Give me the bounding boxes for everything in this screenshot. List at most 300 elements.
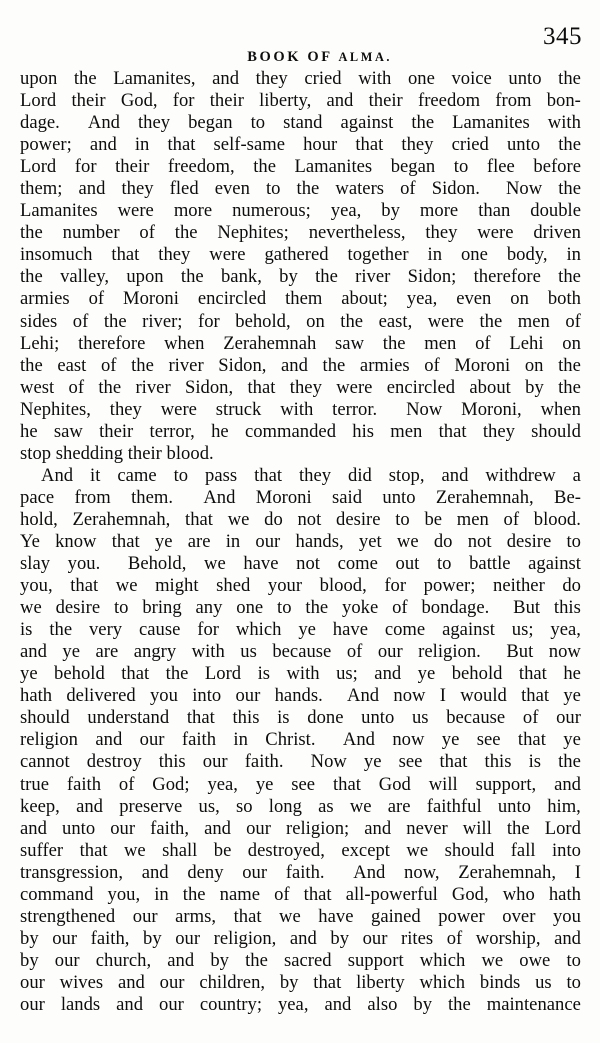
word: Lamanites	[452, 112, 530, 134]
word: religion.	[418, 641, 481, 663]
text-line	[20, 884, 581, 906]
word: a	[572, 464, 581, 486]
word: our	[377, 641, 403, 663]
word: faith,	[150, 817, 189, 839]
word: Zerahemnah,	[458, 861, 557, 883]
word: that	[186, 707, 215, 729]
word: in	[154, 883, 169, 905]
word: the	[447, 993, 471, 1015]
word: power;	[20, 134, 72, 156]
word: shed	[216, 575, 251, 597]
word: insomuch	[20, 244, 93, 266]
word: you,	[20, 575, 53, 597]
word: our	[54, 949, 80, 971]
word: came	[117, 464, 157, 486]
word: not	[296, 553, 320, 575]
word: bring	[142, 597, 182, 619]
word: we	[349, 795, 372, 817]
word: upon	[20, 68, 58, 89]
word: our	[235, 685, 261, 707]
word: and	[141, 861, 169, 883]
word: battle	[469, 553, 511, 575]
word: is	[257, 663, 271, 685]
word: one	[460, 244, 488, 266]
word: religion;	[286, 817, 350, 839]
word: our	[20, 993, 45, 1015]
word: as	[318, 795, 334, 817]
text-line	[20, 707, 581, 729]
word: of	[503, 508, 520, 530]
word: Lamanites,	[113, 68, 196, 89]
word: for	[197, 619, 220, 641]
word: even	[214, 178, 250, 200]
word: done	[307, 707, 344, 729]
word: And	[41, 464, 74, 486]
word: do	[562, 575, 581, 597]
word: driven	[533, 222, 581, 244]
word: cannot	[20, 751, 70, 773]
word: our	[242, 861, 268, 883]
word: And	[342, 729, 375, 751]
word: worship,	[475, 927, 541, 949]
word: you	[149, 685, 178, 707]
word: hour	[303, 134, 338, 156]
word: the	[165, 663, 189, 685]
word: that	[233, 905, 262, 927]
word: that	[121, 663, 150, 685]
word: I	[574, 861, 581, 883]
word: commanded	[244, 420, 337, 442]
word: our	[139, 729, 165, 751]
word: is	[20, 619, 33, 641]
word: we	[204, 553, 226, 575]
word: freedom	[417, 90, 481, 112]
word: valley,	[60, 266, 110, 288]
word: arms,	[175, 905, 217, 927]
word: should	[444, 839, 495, 861]
word: And	[203, 486, 236, 508]
word: hath	[20, 685, 53, 707]
word: and	[326, 90, 354, 112]
word: pace	[20, 486, 55, 508]
word: But	[513, 597, 541, 619]
word: our	[255, 530, 281, 552]
word: faith	[181, 729, 217, 751]
word: the	[253, 156, 276, 178]
word: and	[89, 134, 117, 156]
word: unto	[508, 68, 542, 89]
word: and	[116, 993, 144, 1015]
word: double	[530, 200, 581, 222]
running-head	[20, 23, 582, 65]
word: angry	[133, 641, 177, 663]
word: he	[211, 420, 229, 442]
word: and	[554, 773, 581, 795]
word: to	[277, 597, 292, 619]
word: by	[20, 927, 39, 949]
word: you	[552, 905, 581, 927]
word: for	[172, 90, 195, 112]
word: together	[347, 244, 409, 266]
word: transgression,	[20, 861, 124, 883]
word: voice	[451, 68, 492, 89]
word: behold	[451, 663, 503, 685]
word: power;	[423, 575, 476, 597]
word: the	[174, 222, 198, 244]
word: sacred	[283, 949, 332, 971]
word: keep,	[20, 795, 60, 817]
word: fled	[169, 178, 199, 200]
word: stop,	[388, 464, 425, 486]
word: of	[72, 310, 89, 332]
word: to	[453, 156, 469, 178]
word: not	[297, 508, 322, 530]
page-number: 345	[543, 23, 582, 50]
text-line	[20, 729, 581, 751]
word: and	[324, 993, 352, 1015]
word: and	[364, 817, 392, 839]
word: when	[164, 332, 205, 354]
word: true	[20, 773, 49, 795]
word: church,	[95, 949, 152, 971]
word: river;	[142, 310, 183, 332]
word: to	[566, 949, 581, 971]
word: with	[547, 112, 581, 134]
word: cried	[451, 134, 489, 156]
word: faith.	[285, 861, 325, 883]
text-line	[20, 619, 581, 641]
word: encircled	[386, 376, 456, 398]
word: destroy	[86, 751, 142, 773]
word: the	[131, 354, 154, 376]
word: and	[117, 971, 145, 993]
word: flee	[486, 156, 515, 178]
word: and	[167, 949, 195, 971]
word: liberty,	[259, 90, 312, 112]
text-line	[20, 487, 581, 509]
word: the	[20, 222, 43, 244]
word: who	[502, 883, 535, 905]
word: the	[340, 310, 364, 332]
word: the	[382, 332, 406, 354]
word: that	[517, 729, 546, 751]
word: before	[533, 156, 581, 178]
word: us;	[336, 663, 358, 685]
word: east,	[378, 310, 413, 332]
word: neither	[493, 575, 545, 597]
word: Ye	[20, 530, 40, 552]
word: ye	[363, 751, 382, 773]
word: Moroni	[255, 486, 312, 508]
word: we	[123, 839, 146, 861]
word: on	[510, 288, 529, 310]
word: that	[439, 751, 468, 773]
word: their	[99, 420, 134, 442]
word: upon	[126, 266, 164, 288]
word: power	[438, 905, 485, 927]
text-line	[20, 333, 581, 355]
word: our	[52, 927, 78, 949]
word: and	[95, 729, 123, 751]
word: the	[558, 376, 581, 398]
word: ye	[563, 729, 581, 751]
word: cried	[304, 68, 342, 89]
text-line	[20, 906, 581, 928]
word: the	[20, 266, 43, 288]
word: gained	[371, 905, 421, 927]
word: that	[332, 773, 361, 795]
word: both	[547, 288, 581, 310]
word: yea,	[277, 993, 309, 1015]
word: because	[446, 707, 506, 729]
word: wives	[59, 971, 104, 993]
text-line	[20, 399, 581, 421]
word: ye	[20, 663, 38, 685]
word: this	[158, 751, 186, 773]
word: that	[185, 508, 213, 530]
word: our	[132, 905, 158, 927]
body-text	[20, 68, 581, 1016]
text-line	[20, 465, 581, 487]
word: do	[264, 508, 283, 530]
word: rites	[401, 927, 434, 949]
word: for	[74, 156, 97, 178]
word: this	[232, 707, 260, 729]
word: were	[477, 222, 514, 244]
word: they	[289, 376, 322, 398]
word: our	[159, 993, 184, 1015]
word: him,	[547, 795, 581, 817]
word: therefore	[473, 266, 541, 288]
word: he	[20, 420, 38, 442]
word: yea,	[330, 200, 362, 222]
word: in	[134, 134, 150, 156]
word: dage.	[20, 112, 60, 134]
word: command	[20, 883, 94, 905]
word: the	[103, 310, 127, 332]
word: ye	[563, 685, 581, 707]
word: now	[548, 641, 581, 663]
word: liberty	[356, 971, 405, 993]
word: faith.	[244, 751, 284, 773]
word: by	[381, 200, 400, 222]
word: by	[330, 927, 350, 949]
word: and	[281, 354, 308, 376]
word: Behold,	[127, 553, 187, 575]
word: river	[355, 266, 391, 288]
word: waters	[335, 178, 385, 200]
word: Moroni	[454, 354, 511, 376]
word: of	[475, 332, 491, 354]
text-line	[20, 774, 581, 796]
word: bank,	[220, 266, 262, 288]
word: is	[528, 751, 542, 773]
word: men	[456, 508, 489, 530]
word: faith	[66, 773, 102, 795]
word: armies	[359, 354, 410, 376]
text-line	[20, 266, 581, 288]
text-line	[20, 553, 581, 575]
word: Now	[310, 751, 347, 773]
text-line	[20, 928, 581, 950]
word: to	[250, 112, 266, 134]
word: they	[109, 398, 142, 420]
word: lands	[60, 993, 101, 1015]
word: we	[227, 508, 250, 530]
word: destroyed,	[247, 839, 325, 861]
word: unto	[506, 134, 541, 156]
word: except	[341, 839, 390, 861]
word: were	[160, 398, 197, 420]
word: more	[419, 200, 459, 222]
word: ye	[417, 663, 436, 685]
word: Be-	[554, 486, 581, 508]
word: body,	[506, 244, 548, 266]
word: the	[20, 354, 43, 376]
word: that	[111, 244, 140, 266]
word: should	[531, 420, 581, 442]
word: Lamanites	[20, 200, 98, 222]
word: therefore	[78, 332, 146, 354]
word: by	[413, 993, 433, 1015]
word: on	[562, 332, 581, 354]
word: into	[551, 839, 581, 861]
word: which	[419, 949, 466, 971]
text-line	[20, 377, 581, 399]
word: the	[49, 619, 73, 641]
word: were	[336, 376, 373, 398]
word: their	[115, 156, 150, 178]
word: support	[347, 949, 404, 971]
word: river	[135, 376, 171, 398]
word: preserve	[119, 795, 183, 817]
text-line	[20, 950, 581, 972]
text-line	[20, 531, 581, 553]
word: our	[110, 817, 136, 839]
word: and	[78, 178, 106, 200]
word: religion	[20, 729, 78, 751]
word: by	[279, 971, 299, 993]
text-line	[20, 90, 581, 112]
word: now,	[404, 861, 440, 883]
word: they	[255, 68, 288, 89]
word: yoke	[342, 597, 379, 619]
word: he	[563, 663, 581, 685]
word: of	[522, 707, 539, 729]
word: and	[554, 927, 581, 949]
text-line	[20, 178, 581, 200]
word: self-same	[213, 134, 285, 156]
word: that	[438, 420, 467, 442]
word: against	[528, 553, 581, 575]
word: understand	[87, 707, 170, 729]
word: of	[392, 597, 408, 619]
word: come	[384, 619, 426, 641]
word: by	[525, 376, 544, 398]
word: see	[476, 729, 501, 751]
word: Lord	[20, 90, 57, 112]
word: with	[286, 663, 320, 685]
word: by	[20, 949, 39, 971]
word: have	[243, 553, 279, 575]
word: east	[57, 354, 87, 376]
word: us	[535, 971, 552, 993]
word: country;	[199, 993, 262, 1015]
word: that	[355, 134, 384, 156]
word: and	[20, 641, 47, 663]
word: said	[332, 486, 363, 508]
word: them;	[20, 178, 63, 200]
word: hands,	[295, 530, 344, 552]
word: shall	[162, 839, 198, 861]
word: behold	[54, 663, 105, 685]
word: did	[348, 464, 372, 486]
word: have	[332, 619, 368, 641]
word: saw	[335, 332, 365, 354]
word: the	[411, 112, 435, 134]
word: faithful	[426, 795, 482, 817]
word: come	[337, 553, 378, 575]
word: Sidon,	[185, 376, 234, 398]
word: hands.	[274, 685, 323, 707]
word: that	[247, 376, 276, 398]
word: God	[378, 773, 411, 795]
word: encircled	[197, 288, 267, 310]
text-line	[20, 421, 581, 443]
word: unto	[62, 817, 96, 839]
text-line	[20, 134, 581, 156]
word: we	[396, 530, 419, 552]
word: And	[347, 685, 380, 707]
word: And	[87, 112, 120, 134]
word: is	[277, 707, 290, 729]
word: of	[446, 927, 463, 949]
word: they	[482, 420, 515, 442]
word: our	[20, 971, 45, 993]
word: yet	[358, 530, 382, 552]
word: Zerahemnah,	[435, 486, 534, 508]
word: behold,	[235, 310, 291, 332]
text-line	[20, 112, 581, 134]
text-line	[20, 641, 581, 663]
word: will	[428, 773, 458, 795]
word: nevertheless,	[308, 222, 406, 244]
word: I	[439, 685, 446, 707]
word: see	[398, 751, 423, 773]
text-line	[20, 311, 581, 333]
word: faith,	[90, 927, 130, 949]
word: and	[374, 663, 402, 685]
word: the	[558, 178, 581, 200]
word: of	[88, 288, 105, 310]
word: be	[213, 839, 232, 861]
word: they	[121, 178, 154, 200]
word: God;	[152, 773, 190, 795]
word: to	[173, 464, 189, 486]
word: might	[155, 575, 199, 597]
word: bondage.	[421, 597, 490, 619]
word: you,	[107, 883, 141, 905]
word: men	[517, 310, 550, 332]
word: Sidon,	[218, 354, 267, 376]
word: us,	[198, 795, 220, 817]
word: of	[565, 310, 581, 332]
word: Nephites;	[217, 222, 289, 244]
word: should	[20, 707, 70, 729]
word: the	[506, 817, 530, 839]
word: terror.	[332, 398, 378, 420]
word: our	[175, 927, 201, 949]
